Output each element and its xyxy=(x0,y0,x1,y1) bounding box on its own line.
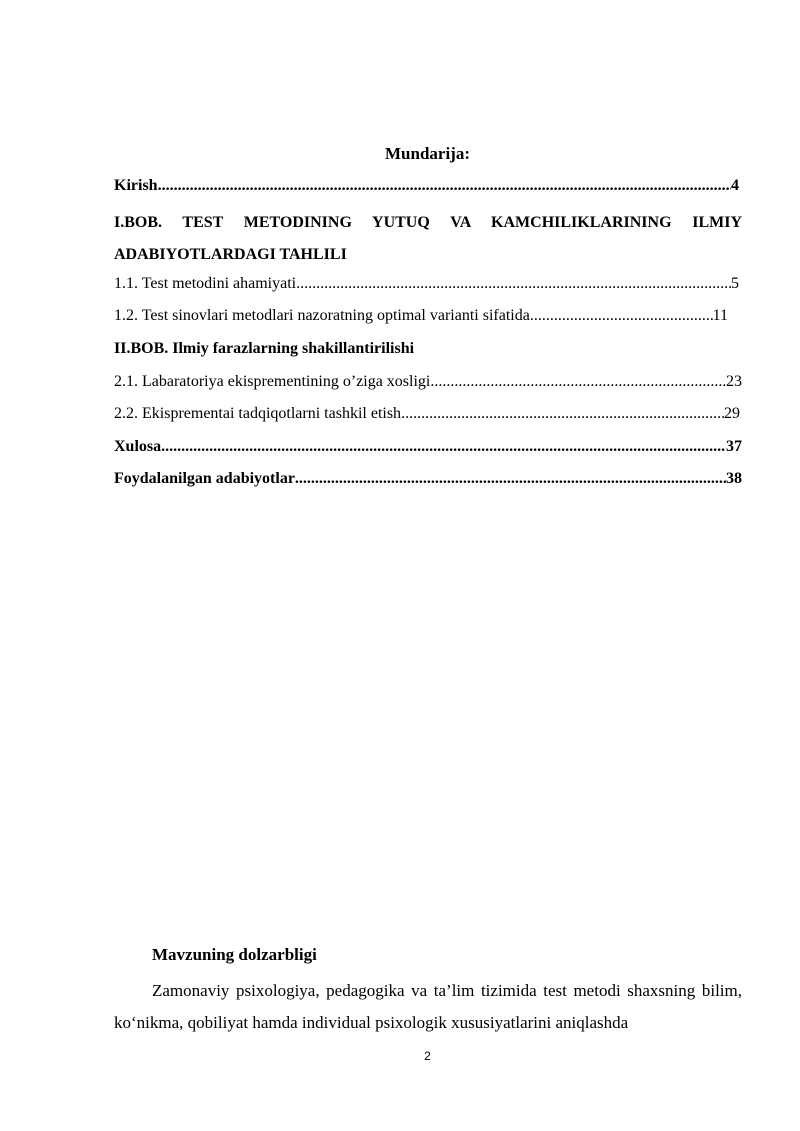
toc-entry-label: 2.1. Labaratoriya ekisprementining o’ziga xosligi xyxy=(114,372,431,390)
toc-entry-page: 4 xyxy=(731,177,739,194)
toc-entry-chapter-2 xyxy=(114,337,742,370)
toc-entry-page: 23 xyxy=(726,372,742,390)
body-paragraph: Zamonaviy psixologiya, pedagogika va ta’lim tizimida test metodi shaxsning bilim, ko‘nikma, qobiliyat hamda individual psixologik xususiyatlarini aniqlashda xyxy=(114,981,742,1032)
toc-entry-2-2 xyxy=(114,402,740,435)
toc-entry-label: 2.2. Ekisprementai tadqiqotlarni tashkil etish xyxy=(114,405,402,423)
toc-entry-page: 29 xyxy=(724,405,740,423)
toc-leader-dots xyxy=(430,370,726,394)
toc-entry-kirish xyxy=(114,174,739,207)
toc-entry-page: 11 xyxy=(712,307,728,325)
toc-title: Mundarija: xyxy=(385,144,470,163)
toc-entry-label: Xulosa xyxy=(114,437,162,455)
toc-entry-page: 38 xyxy=(726,470,742,488)
toc-entry-chapter-1 xyxy=(114,207,742,272)
toc-leader-dots xyxy=(530,304,713,328)
toc-entry-page: 37 xyxy=(726,437,742,455)
toc-entry-page: 5 xyxy=(731,274,739,292)
toc-entry-label: II.BOB. Ilmiy farazlarning shakillantirilishi xyxy=(114,339,415,357)
toc-entry-2-1 xyxy=(114,370,742,403)
toc-leader-dots xyxy=(158,174,731,198)
toc-entry-adabiyotlar xyxy=(114,467,742,500)
toc-entry-label: 1.2. Test sinovlari metodlari nazoratning optimal varianti sifatida xyxy=(114,307,530,325)
toc-entry-1-2 xyxy=(114,304,728,337)
toc-entry-1-1 xyxy=(114,272,739,305)
toc-leader-dots xyxy=(295,467,726,491)
toc-entry-label: Foydalanilgan adabiyotlar xyxy=(114,470,295,488)
toc-leader-dots xyxy=(296,272,731,296)
toc-entry-label: 1.1. Test metodini ahamiyati xyxy=(114,274,297,292)
toc-leader-dots xyxy=(161,435,726,459)
section-heading: Mavzuning dolzarbligi xyxy=(152,945,317,964)
page-number: 2 xyxy=(424,1049,431,1063)
toc-entry-label: I.BOB. TEST METODINING YUTUQ VA KAMCHILIKLARINING ILMIY ADABIYOTLARDAGI TAHLILI xyxy=(114,213,742,264)
toc-entry-xulosa xyxy=(114,435,742,468)
toc-leader-dots xyxy=(401,402,724,426)
toc-entry-label: Kirish xyxy=(114,177,158,194)
table-of-contents xyxy=(114,174,742,500)
